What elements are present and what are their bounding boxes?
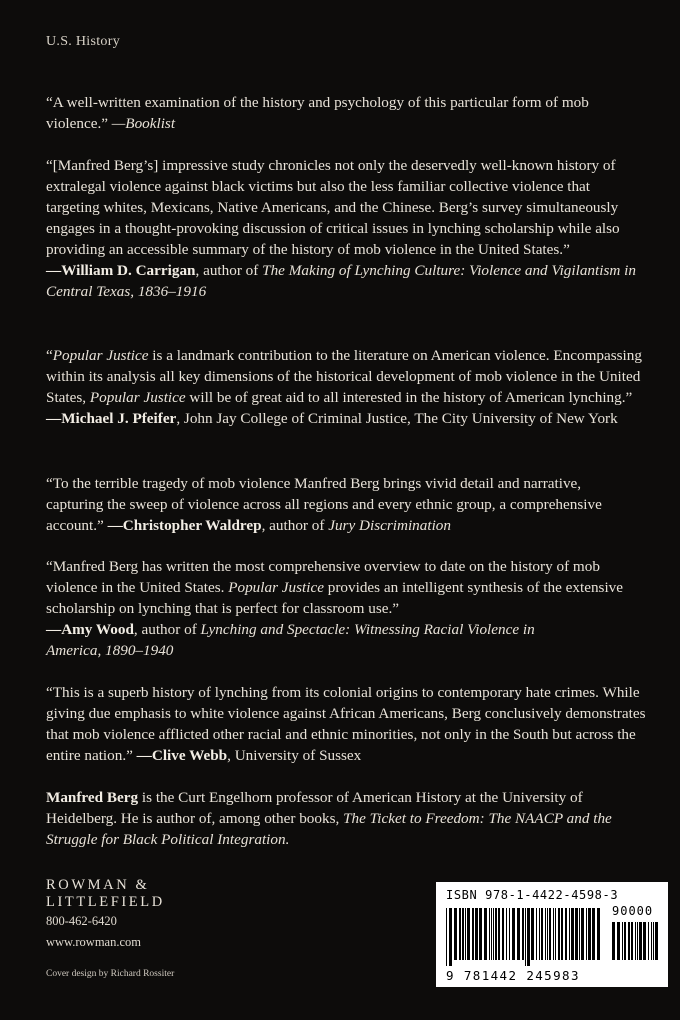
attribution-name: —Amy Wood <box>46 621 134 638</box>
publisher-phone: 800-462-6420 <box>46 914 117 928</box>
barcode-bar <box>561 908 563 960</box>
barcode-bar <box>446 908 447 966</box>
blurb-pfeifer <box>46 345 646 429</box>
barcode-bar <box>581 908 584 960</box>
publisher-website: www.rowman.com <box>46 935 142 949</box>
barcode-bar <box>639 922 642 960</box>
blurb-waldrep <box>46 473 636 536</box>
barcode-bar <box>495 908 497 960</box>
barcode-bar <box>592 908 595 960</box>
barcode-bar <box>475 908 478 960</box>
barcode-bar <box>631 922 633 960</box>
barcode-bar <box>472 908 474 960</box>
blurb-quote: “A well-written examination of the history and psychology of this particular form of mob violence.” <box>46 94 589 132</box>
barcode-bars-main <box>446 908 604 966</box>
book-title: Popular Justice <box>52 347 149 364</box>
isbn-barcode <box>436 882 668 987</box>
barcode-bar <box>547 908 548 960</box>
barcode-bar <box>549 908 551 960</box>
blurb-source: —Booklist <box>111 115 176 132</box>
barcode-bar <box>617 922 620 960</box>
barcode-bar <box>651 922 652 960</box>
attribution-name: —Michael J. Pfeifer <box>46 410 177 427</box>
attribution-name: —Christopher Waldrep <box>107 517 262 534</box>
attribution-name: —Clive Webb <box>136 747 228 764</box>
attribution-book-title: The Making of Lynching Culture: Violence and Vigilantism in Central Texas, 1836–1916 <box>46 262 636 300</box>
barcode-bar <box>509 908 510 960</box>
barcode-bar <box>512 908 515 960</box>
cover-credit: Cover design by Richard Rossiter <box>46 969 175 979</box>
blurb-quote: will be of great aid to all interested in the history of American lynching.” <box>185 389 633 406</box>
publisher-name-line2: LITTLEFIELD <box>46 894 165 910</box>
barcode-bar <box>491 908 492 960</box>
barcode-bar <box>612 922 615 960</box>
barcode-bar <box>465 908 466 960</box>
publisher-name-line1: ROWMAN & <box>46 877 150 893</box>
barcode-bar <box>506 908 507 960</box>
barcode-bar <box>569 908 570 960</box>
barcode-bar <box>541 908 543 960</box>
barcode-bar <box>522 908 524 960</box>
barcode-bar <box>493 908 494 960</box>
blurb-attribution <box>46 408 646 429</box>
blurb-quote: “[Manfred Berg’s] impressive study chronicles not only the deservedly well-known history of extralegal violence against black victims but also the less familiar collective violence that targeting whites, Mexicans, Native Americans, and the Chinese. Berg’s survey simultaneously engages in a thought-provoking discussion of critical issues in lynching scholarship while also providing an accessible summary of the history of mob violence in the United States.” <box>46 157 620 258</box>
barcode-bar <box>525 908 526 966</box>
author-name: Manfred Berg <box>46 789 139 806</box>
attribution-text: , John Jay College of Criminal Justice, The City University of New York <box>176 410 618 427</box>
price-code: 90000 <box>612 904 654 918</box>
publisher-logo <box>46 877 165 911</box>
attribution-book-title: Jury Discrimination <box>328 517 451 534</box>
barcode-digits: 9 781442 245983 <box>446 968 580 983</box>
blurb-carrigan <box>46 155 646 302</box>
book-title: Popular Justice <box>89 389 186 406</box>
author-book-title: The Ticket to Freedom: The NAACP and the Struggle for Black Political Integration. <box>46 810 612 848</box>
attribution-text: , author of <box>261 517 329 534</box>
barcode-bar <box>545 908 546 960</box>
barcode-bar <box>467 908 470 960</box>
blurb-webb <box>46 682 656 766</box>
barcode-bar <box>498 908 500 960</box>
barcode-bar <box>628 922 630 960</box>
attribution-text: , author of <box>195 262 263 279</box>
barcode-bar <box>462 908 464 960</box>
barcode-bar <box>536 908 537 960</box>
author-bio <box>46 787 646 850</box>
barcode-bar <box>454 908 457 960</box>
blurb-booklist <box>46 92 606 134</box>
barcode-bar <box>648 922 649 960</box>
barcode-bar <box>635 922 636 960</box>
barcode-bar <box>449 908 452 966</box>
barcode-bar <box>643 922 646 960</box>
barcode-bar <box>571 908 574 960</box>
barcode-bar <box>588 908 591 960</box>
barcode-bar <box>624 922 626 960</box>
barcode-bar <box>517 908 520 960</box>
barcode-bar <box>553 908 554 960</box>
blurb-attribution <box>46 260 646 302</box>
blurb-quote: is a landmark contribution to the literature on American violence. Encompassing within its analysis all key dimensions of the historical development of mob violence in the United States, <box>46 347 642 406</box>
barcode-bar <box>586 908 587 960</box>
barcode-bars-addon <box>612 922 658 966</box>
barcode-bar <box>565 908 567 960</box>
barcode-bar <box>489 908 490 960</box>
barcode-bar <box>531 908 534 960</box>
barcode-bar <box>459 908 461 960</box>
attribution-text: , University of Sussex <box>227 747 362 764</box>
blurb-quote: “To the terrible tragedy of mob violence Manfred Berg brings vivid detail and narrative, capturing the sweep of violence across all regions and every ethnic group, a comprehensive account.” <box>46 475 602 534</box>
barcode-bar <box>653 922 654 960</box>
barcode-bar <box>637 922 638 960</box>
category-label: U.S. History <box>46 34 120 49</box>
barcode-bar <box>527 908 530 966</box>
barcode-bar <box>579 908 580 960</box>
attribution-book-title: Lynching and Spectacle: Witnessing Racial Violence in America, 1890–1940 <box>46 621 535 659</box>
barcode-bar <box>655 922 658 960</box>
barcode-bar <box>539 908 540 960</box>
blurb-wood <box>46 556 646 661</box>
barcode-bar <box>555 908 556 960</box>
barcode-bar <box>479 908 482 960</box>
attribution-name: —William D. Carrigan <box>46 262 196 279</box>
isbn-label: ISBN 978-1-4422-4598-3 <box>446 888 619 902</box>
blurb-quote: provides an intelligent synthesis of the extensive scholarship on lynching that is perfect for classroom use.” <box>46 579 624 617</box>
attribution-text: , author of <box>133 621 201 638</box>
open-quote: “ <box>46 347 53 364</box>
author-bio-text: is the Curt Engelhorn professor of American History at the University of Heidelberg. He is author of, among other books, <box>46 789 583 827</box>
barcode-bar <box>597 908 600 960</box>
barcode-bar <box>484 908 487 960</box>
barcode-bar <box>575 908 578 960</box>
barcode-bar <box>502 908 504 960</box>
barcode-bar <box>622 922 623 960</box>
blurb-quote: “Manfred Berg has written the most comprehensive overview to date on the history of mob violence in the United States. <box>46 558 600 596</box>
book-title: Popular Justice <box>228 579 324 596</box>
blurb-quote: “This is a superb history of lynching from its colonial origins to contemporary hate crimes. While giving due emphasis to white violence against African Americans, Berg conclusively demonstrates that mob violence afflicted other racial and ethnic minorities, not only in the South but across the entire nation.” <box>46 684 646 764</box>
blurb-attribution <box>46 619 566 661</box>
barcode-bar <box>558 908 560 960</box>
